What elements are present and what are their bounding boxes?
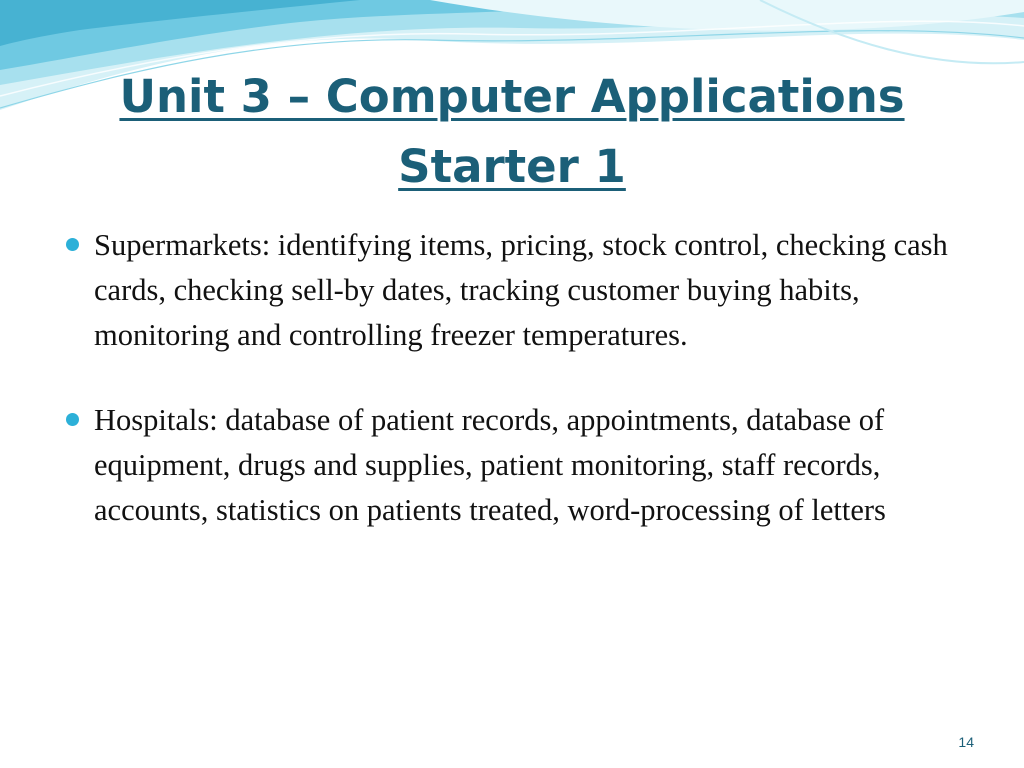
bullet-dot-icon — [66, 238, 79, 251]
bullet-dot-icon — [66, 413, 79, 426]
page-number: 14 — [958, 734, 974, 750]
bullet-item-hospitals — [62, 398, 962, 533]
bullet-item-supermarkets — [62, 223, 962, 358]
title-line-2: Starter 1 — [398, 140, 626, 193]
bullet-list — [62, 223, 962, 533]
bullet-text: Supermarkets: identifying items, pricing, stock control, checking cash cards, checking sell-by dates, tracking customer buying habits, monitoring and controlling freezer temperatures. — [94, 228, 948, 352]
slide-title — [0, 62, 1024, 202]
bullet-text: Hospitals: database of patient records, appointments, database of equipment, drugs and supplies, patient monitoring, staff records, accounts, statistics on patients treated, word-processing of letters — [94, 403, 886, 527]
title-line-1: Unit 3 – Computer Applications — [119, 70, 905, 123]
